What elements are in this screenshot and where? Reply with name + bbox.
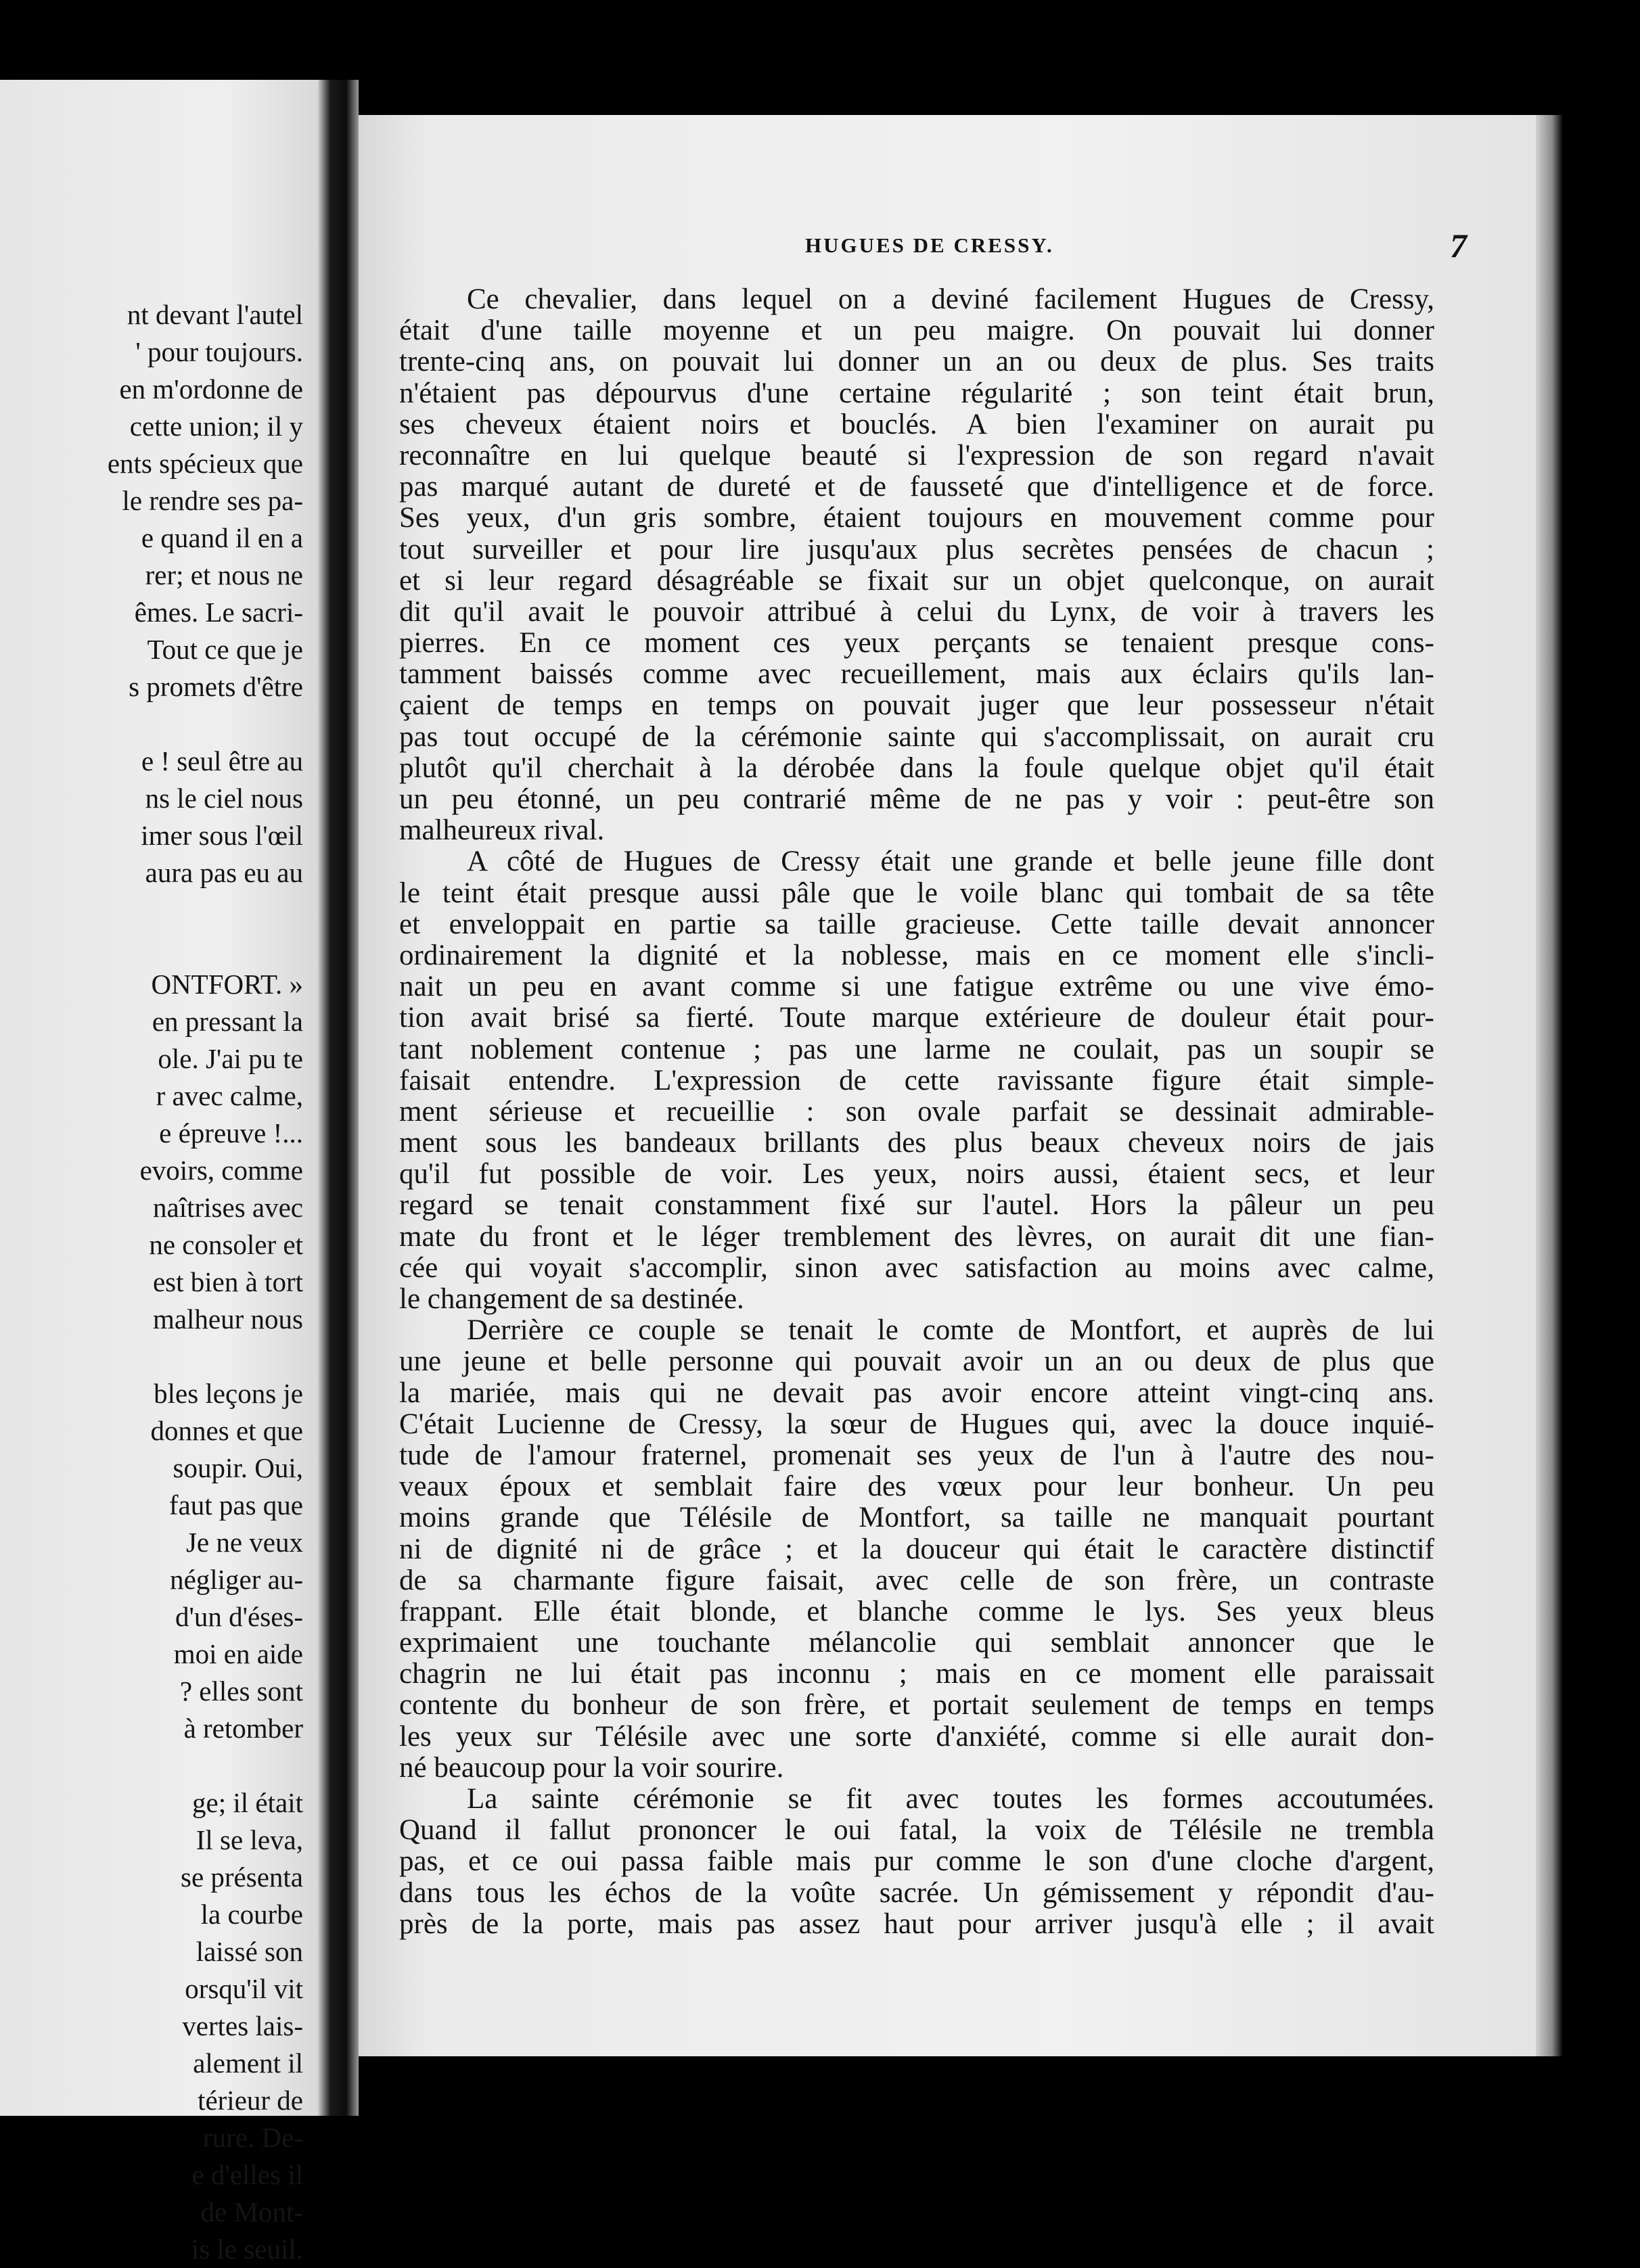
body-line: tude de l'amour fraternel, promenait ses yeux de l'un à l'autre des nou- (399, 1439, 1434, 1471)
body-line: ni de dignité ni de grâce ; et la douceur qui était le caractère distinctif (399, 1533, 1434, 1565)
body-line: tamment baissés comme avec recueillement, mais aux éclairs qu'ils lan- (399, 658, 1434, 691)
left-page-line: ? elles sont (179, 1675, 303, 1707)
left-page-line: r avec calme, (156, 1080, 303, 1111)
left-page-line: est bien à tort (152, 1266, 303, 1297)
left-page-line (0, 929, 303, 966)
running-head: HUGUES DE CRESSY. (805, 233, 1054, 257)
body-line: regard se tenait constamment fixé sur l'autel. Hors la pâleur un peu (399, 1189, 1434, 1222)
left-page-line: alement il (193, 2047, 303, 2079)
body-text (399, 284, 1434, 1940)
left-page-line: s promets d'être (129, 671, 303, 702)
body-line: le teint était presque aussi pâle que le voile blanc qui tombait de sa tête (399, 877, 1434, 909)
body-line: trente-cinq ans, on pouvait lui donner un an ou deux de plus. Ses traits (399, 346, 1434, 378)
body-line: veaux époux et semblait faire des vœux pour leur bonheur. Un peu (399, 1471, 1434, 1503)
body-line: faisait entendre. L'expression de cette ravissante figure était simple- (399, 1064, 1434, 1096)
left-page-line: soupir. Oui, (173, 1452, 303, 1483)
body-line: ment sous les bandeaux brillants des plus beaux cheveux noirs de jais (399, 1127, 1434, 1159)
body-line: les yeux sur Télésile avec une sorte d'anxiété, comme si elle aurait don- (399, 1720, 1434, 1753)
body-line: ordinairement la dignité et la noblesse, mais en ce moment elle s'incli- (399, 939, 1434, 971)
left-page-text (0, 296, 303, 2268)
body-line: plutôt qu'il cherchait à la dérobée dans la foule quelque objet qu'il était (399, 751, 1434, 784)
body-line: La sainte cérémonie se fit avec toutes les formes accoutumées. (467, 1783, 1434, 1815)
body-line: frappant. Elle était blonde, et blanche comme le lys. Ses yeux bleus (399, 1595, 1434, 1627)
body-line: A côté de Hugues de Cressy était une grande et belle jeune fille dont (467, 846, 1434, 878)
page-number: 7 (1450, 227, 1467, 264)
body-line: tion avait brisé sa fierté. Toute marque extérieure de douleur était pour- (399, 1002, 1434, 1034)
left-page-line: e épreuve !... (159, 1117, 303, 1149)
left-page-line: faut pas que (168, 1489, 303, 1521)
left-page-line (0, 705, 303, 743)
left-page-line: aura pas eu au (145, 857, 303, 888)
left-page-line: le rendre ses pa- (122, 485, 303, 516)
left-page-line (0, 1338, 303, 1375)
body-line: Derrière ce couple se tenait le comte de Montfort, et auprès de lui (467, 1314, 1434, 1347)
body-line: la mariée, mais qui ne devait pas avoir encore atteint vingt-cinq ans. (399, 1376, 1434, 1409)
body-line: pas marqué autant de dureté et de fausseté que d'intelligence et de force. (399, 471, 1434, 503)
body-line: Quand il fallut prononcer le oui fatal, la voix de Télésile ne trembla (399, 1814, 1434, 1847)
body-line: qu'il fut possible de voir. Les yeux, noirs aussi, étaient secs, et leur (399, 1158, 1434, 1190)
left-page-line: en m'ordonne de (119, 373, 303, 404)
left-page-line: evoirs, comme (139, 1155, 303, 1186)
left-page-line: en pressant la (152, 1006, 303, 1037)
body-line: çaient de temps en temps on pouvait juger que leur possesseur n'était (399, 689, 1434, 722)
left-page-line: orsqu'il vit (185, 1973, 303, 2004)
left-page-line: la courbe (200, 1899, 303, 1930)
left-page-line: négliger au- (170, 1564, 303, 1595)
left-page-line: de Mont- (200, 2196, 303, 2227)
body-line: né beaucoup pour la voir sourire. (399, 1751, 784, 1784)
body-line: moins grande que Télésile de Montfort, sa taille ne manquait pourtant (399, 1502, 1434, 1534)
left-page-line: ne consoler et (149, 1229, 303, 1260)
left-page-line: donnes et que (150, 1415, 303, 1446)
left-page-line: e d'elles il (191, 2159, 303, 2190)
body-line: mate du front et le léger tremblement des lèvres, on aurait dit une fian- (399, 1220, 1434, 1253)
left-page-line: ONTFORT. » (151, 969, 303, 1000)
left-page-line: ' pour toujours. (135, 336, 303, 367)
body-line: et enveloppait en partie sa taille gracieuse. Cette taille devait annoncer (399, 908, 1434, 940)
left-page-line: ge; il était (192, 1787, 303, 1818)
left-page-line (0, 1747, 303, 1784)
body-line: dit qu'il avait le pouvoir attribué à celui du Lynx, de voir à travers les (399, 595, 1434, 628)
left-page-line (0, 892, 303, 929)
body-line: tout surveiller et pour lire jusqu'aux plus secrètes pensées de chacun ; (399, 533, 1434, 565)
body-line: Ce chevalier, dans lequel on a deviné facilement Hugues de Cressy, (467, 283, 1434, 315)
left-page-line: Il se leva, (196, 1824, 303, 1855)
left-page-line: rer; et nous ne (145, 559, 303, 591)
body-line: le changement de sa destinée. (399, 1283, 744, 1315)
left-page-line: êmes. Le sacri- (134, 597, 303, 628)
body-line: C'était Lucienne de Cressy, la sœur de Hugues qui, avec la douce inquié- (399, 1408, 1434, 1440)
body-line: ment sérieuse et recueillie : son ovale parfait se dessinait admirable- (399, 1095, 1434, 1128)
left-page-line: malheur nous (152, 1303, 303, 1335)
body-line: pierres. En ce moment ces yeux perçants se tenaient presque cons- (399, 627, 1434, 659)
body-line: dans tous les échos de la voûte sacrée. Un gémissement y répondit d'au- (399, 1876, 1434, 1909)
left-page-line: ents spécieux que (107, 448, 303, 479)
body-line: reconnaître en lui quelque beauté si l'expression de son regard n'avait (399, 439, 1434, 471)
left-page-line: Tout ce que je (147, 634, 303, 665)
body-line: exprimaient une touchante mélancolie qui semblait annoncer que le (399, 1627, 1434, 1659)
left-page (0, 80, 318, 2265)
book-gutter (318, 80, 359, 2116)
left-page-line: ole. J'ai pu te (158, 1043, 303, 1074)
body-line: malheureux rival. (399, 814, 605, 847)
body-line: n'étaient pas dépourvus d'une certaine régularité ; son teint était brun, (399, 377, 1434, 409)
body-line: de sa charmante figure faisait, avec celle de son frère, un contraste (399, 1564, 1434, 1596)
body-line: chagrin ne lui était pas inconnu ; mais en ce moment elle paraissait (399, 1658, 1434, 1690)
body-line: pas tout occupé de la cérémonie sainte qui s'accomplissait, on aurait cru (399, 720, 1434, 753)
page-edge (1536, 115, 1563, 2056)
body-line: était d'une taille moyenne et un peu maigre. On pouvait lui donner (399, 315, 1434, 347)
left-page-line: laissé son (196, 1936, 303, 1967)
body-line: ses cheveux étaient noirs et bouclés. A bien l'examiner on aurait pu (399, 408, 1434, 440)
left-page-line: bles leçons je (154, 1378, 303, 1409)
body-line: un peu étonné, un peu contrarié même de ne pas y voir : peut-être son (399, 783, 1434, 815)
left-page-line: à retomber (183, 1713, 303, 1744)
left-page-line: nt devant l'autel (127, 299, 303, 330)
body-line: pas, et ce oui passa faible mais pur comme le son d'une cloche d'argent, (399, 1845, 1434, 1878)
left-page-line: is le seuil. (191, 2234, 303, 2265)
body-line: tant noblement contenue ; pas une larme ne coulait, pas un soupir se (399, 1033, 1434, 1065)
left-page-line: imer sous l'œil (141, 820, 303, 851)
left-page-line: vertes lais- (182, 2010, 303, 2041)
left-page-line: naîtrises avec (153, 1192, 303, 1223)
left-page-line: rure. De- (203, 2122, 303, 2153)
body-line: une jeune et belle personne qui pouvait avoir un an ou deux de plus que (399, 1345, 1434, 1378)
left-page-line: se présenta (181, 1861, 303, 1893)
left-page-line: moi en aide (173, 1638, 303, 1669)
left-page-line: e ! seul être au (141, 745, 303, 777)
left-page-line: e quand il en a (141, 522, 303, 553)
left-page-line: Je ne veux (185, 1527, 303, 1558)
body-line: nait un peu en avant comme si une fatigue extrême ou une vive émo- (399, 971, 1434, 1003)
body-line: cée qui voyait s'accomplir, sinon avec satisfaction au moins avec calme, (399, 1251, 1434, 1284)
body-line: près de la porte, mais pas assez haut pour arriver jusqu'à elle ; il avait (399, 1907, 1434, 1940)
left-page-line: térieur de (198, 2085, 303, 2116)
body-line: et si leur regard désagréable se fixait sur un objet quelconque, on aurait (399, 564, 1434, 597)
left-page-line: d'un d'éses- (175, 1601, 303, 1632)
left-page-line: cette union; il y (129, 411, 303, 442)
body-line: Ses yeux, d'un gris sombre, étaient toujours en mouvement comme pour (399, 502, 1434, 534)
left-page-line: ns le ciel nous (145, 783, 303, 814)
body-line: contente du bonheur de son frère, et portait seulement de temps en temps (399, 1689, 1434, 1721)
